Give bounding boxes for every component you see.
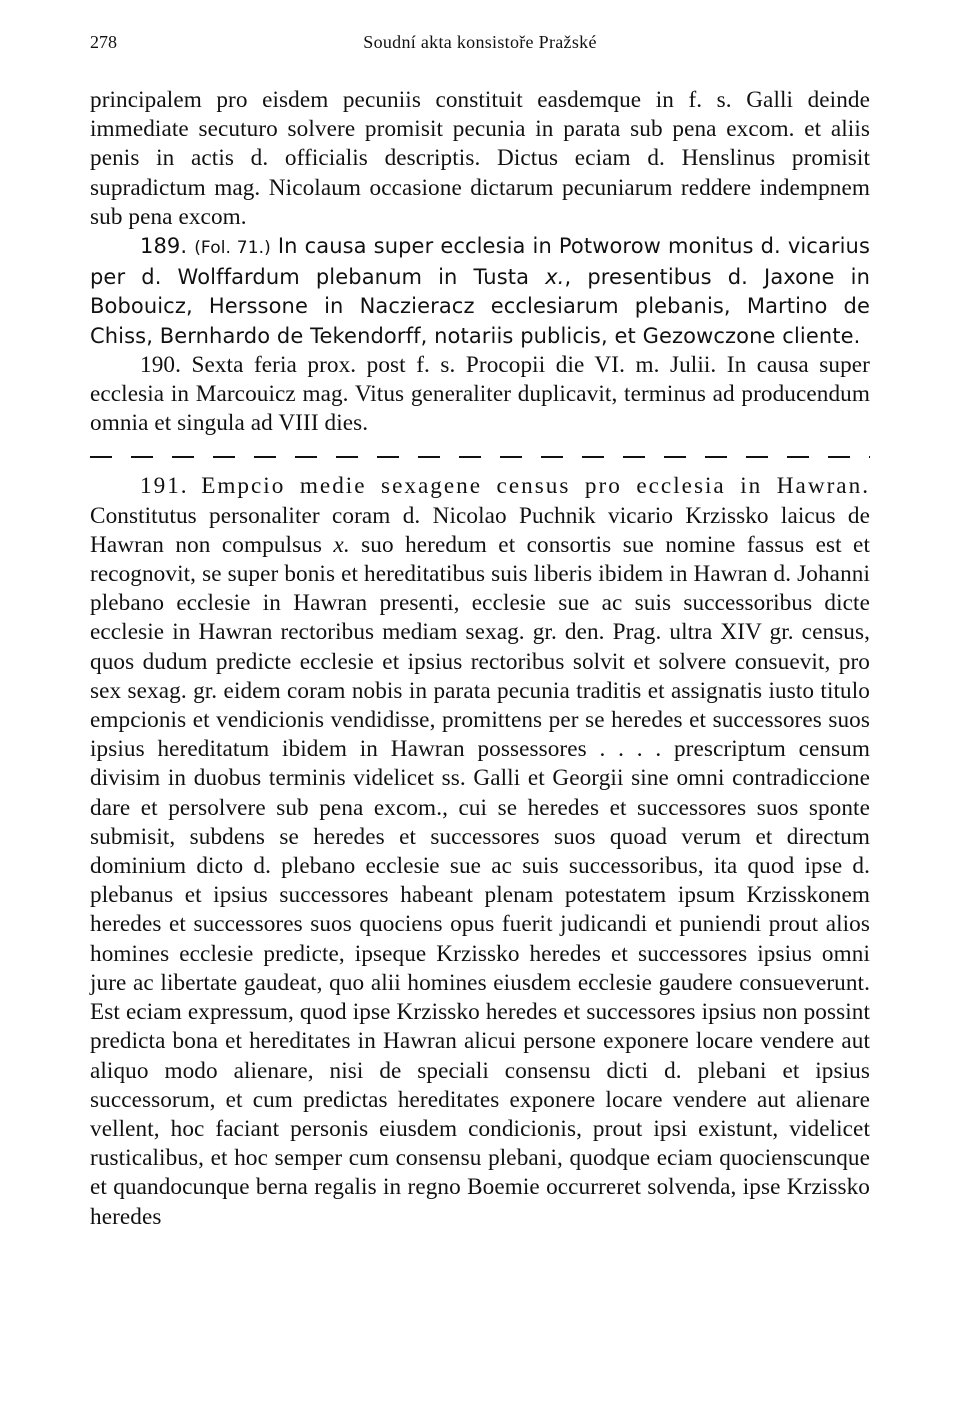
dashed-separator [90,446,870,466]
paragraph-text: principalem pro eisdem pecuniis constituit easdemque in f. s. Galli deinde immediate secuturo solvere promisit pecunia in parata sub pena excom. et aliis penis in actis d. officialis descriptis. Dictus eciam d. Henslinus promisit supradictum mag. Nicolaum occasione dictarum pecuniarum reddere indempnem sub pena excom. [90,87,870,230]
page-number: 278 [90,32,117,52]
entry-text: In causa super ecclesia in Potworow monitus d. vicarius per d. Wolffardum plebanum in Tusta [90,234,871,290]
entry-191 [90,472,870,1231]
entry-text: Constitutus personaliter coram d. Nicolao Puchnik vicario Krzissko laicus de Hawran non compulsus [90,502,870,558]
running-title: Soudní akta konsistoře Pražské [363,32,597,52]
entry-text: 190. Sexta feria prox. post f. s. Procopii die VI. m. Julii. In causa super ecclesia in Marcouicz mag. Vitus generaliter duplicavit, terminus ad producendum omnia et singula ad VIII dies. [90,351,870,437]
page-header [90,26,870,56]
body-text [90,86,870,1232]
entry-text-continued: , presentibus d. Jaxone in Bobouicz, Herssone in Naczieracz ecclesiarum plebanis, Martino de Chiss, Bernhardo de Tekendorff, notariis publicis, et Gezowczone cliente. [90,265,870,348]
entry-190 [90,351,870,439]
entry-number: 189. [140,234,188,259]
folio-reference: (Fol. 71.) [194,238,271,259]
entry-number: 191. [140,473,189,500]
entry-189 [90,232,870,351]
entry-text-continued: suo heredum et consortis sue nomine fassus est et recognovit, se super bonis et hereditatibus suis liberis ibidem in Hawran d. Johanni plebano ecclesie in Hawran presenti, ecclesie sue ac suis successoribus dicte ecclesie in Hawran rectoribus mediam sexag. gr. den. Prag. ultra XIV gr. census, quos dudum predicte ecclesie et ipsius rectoribus solvit et solvere consuevit, pro sex sexag. gr. eidem coram nobis in parata pecunia traditis et assignatis iusto titulo empcionis et vendicionis vendidisse, promittens per se heredes et successores suos ipsius hereditatum ibidem in Hawran possessores . . . . prescriptum censum divisim in duobus terminis videlicet ss. Galli et Georgii sine omni contradiccione dare et persolvere sub pena excom., cui se heredes et successores suos sponte submisit, subdens se heredes et successores suos quoad verum et directum dominium dicto d. plebano ecclesie sue ac suis successoribus, ita quod ipse d. plebanus et ipsius successores habeant plenam potestatem ipsum Krzisskonem heredes et successores suos quociens opus fuerit judicandi et puniendi prout alios homines ecclesie predicte, ipseque Krzissko heredes et successores ipsius omni jure ac libertate gaudeat, quo alii homines eiusdem ecclesie gaudere consueverunt. Est eciam expressum, quod ipse Krzissko heredes et successores ipsius non possint predicta bona et hereditates in Hawran alicui persone exponere locare vendere aut aliquo modo alienare, nisi de speciali consensu dicti d. plebani et ipsius successorum, et cum predictas hereditates exponere locare vendere aut alienare vellent, hoc faciant personis eiusdem condicionis, prout ipsi existunt, videlicet rusticalibus, et hoc semper cum consensu plebani, quodque eciam quocienscunque et quandocunque berna regalis in regno Boemie occurreret solvenda, ipse Krzissko heredes [90,531,870,1230]
entry-title: Empcio medie sexagene census pro ecclesia in Hawran. [201,473,870,500]
document-page [90,26,870,1232]
abbreviation-mark: x. [545,265,565,290]
paragraph-continuation [90,86,870,232]
abbreviation-mark: x. [333,531,350,558]
